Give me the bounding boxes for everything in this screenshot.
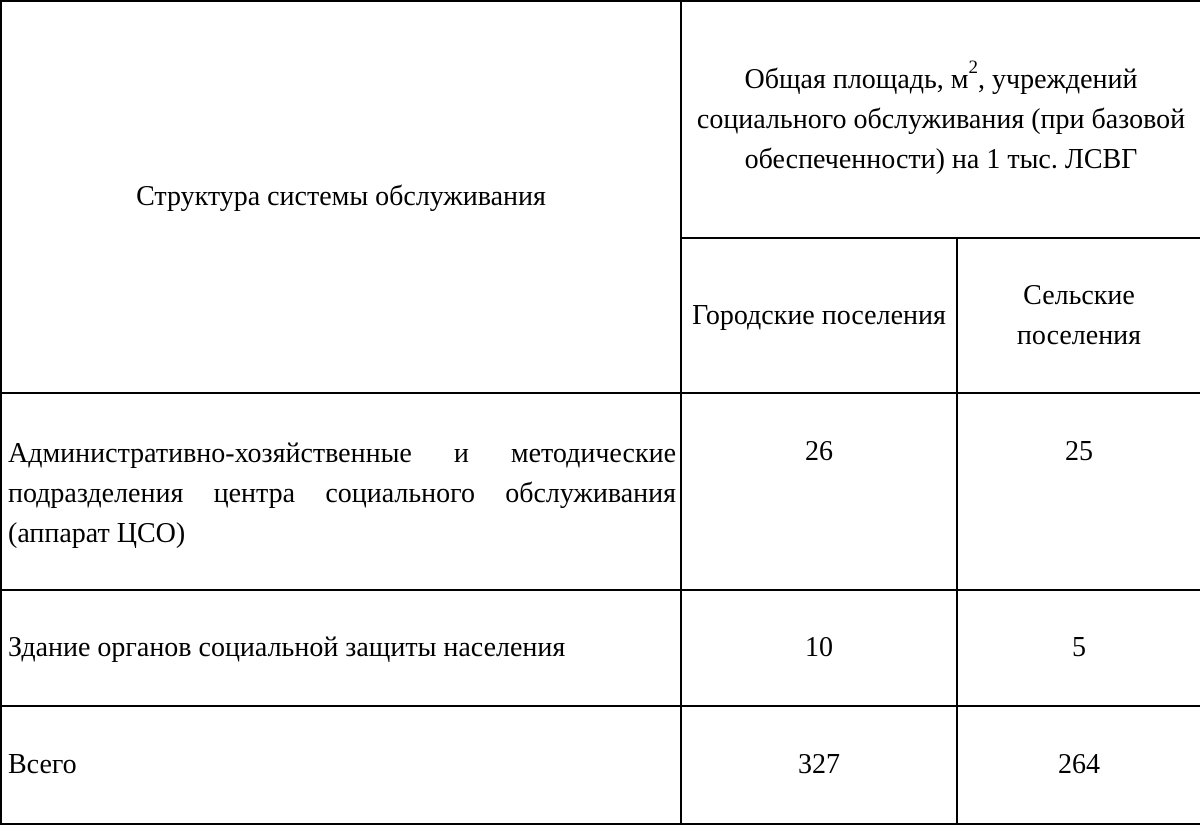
row-rural-value: 264 [957,706,1200,824]
row-urban-value: 26 [681,393,957,590]
header-total-area [681,1,1200,238]
row-label: Здание органов социальной защиты населения [1,590,681,706]
header-row-top [1,1,1200,238]
header-structure: Структура системы обслуживания [1,1,681,393]
header-area-text-start: Общая площадь, м [744,63,969,95]
table-row [1,590,1200,706]
header-rural: Сельские поселения [957,238,1200,393]
row-rural-value: 5 [957,590,1200,706]
row-label: Административно-хозяйственные и методические подразделения центра социального обслуживания (аппарат ЦСО) [1,393,681,590]
table-row-total [1,706,1200,824]
header-urban: Городские поселения [681,238,957,393]
header-area-superscript: 2 [968,57,979,79]
table-row [1,393,1200,590]
header-area-text-end: , учреждений социального обслуживания (при базовой обеспеченности) на 1 тыс. ЛСВГ [696,63,1186,175]
row-rural-value: 25 [957,393,1200,590]
row-urban-value: 10 [681,590,957,706]
row-label: Всего [1,706,681,824]
row-urban-value: 327 [681,706,957,824]
